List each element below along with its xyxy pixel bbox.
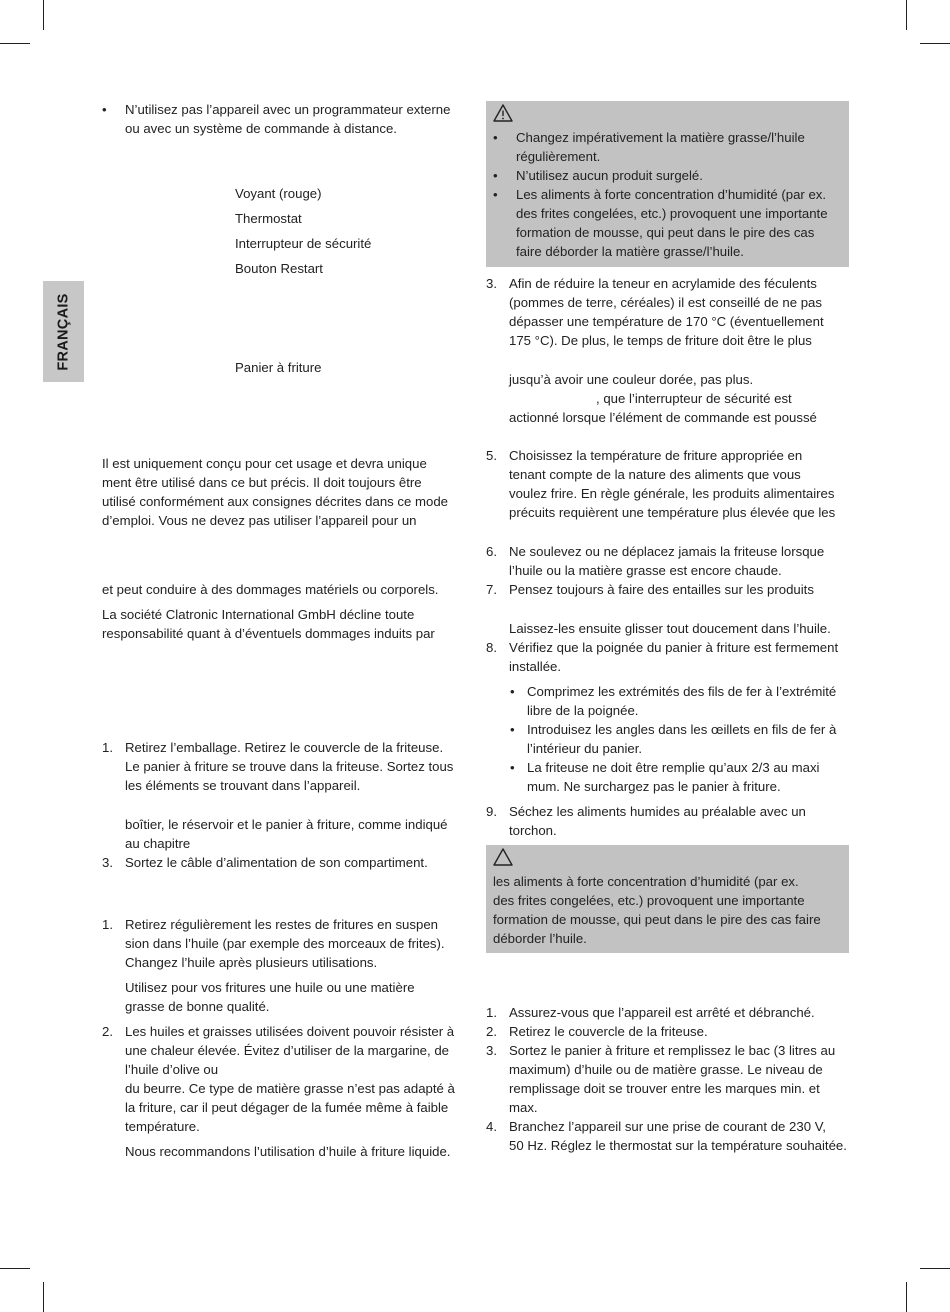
text-line: Choisissez la température de friture appropriée en bbox=[509, 448, 803, 463]
text-line: jusqu’à avoir une couleur dorée, pas plus. bbox=[509, 372, 754, 387]
text-line: Branchez l’appareil sur une prise de courant de 230 V, bbox=[509, 1119, 826, 1134]
bullet: • bbox=[510, 722, 515, 737]
list-number: 1. bbox=[102, 917, 113, 932]
bullet: • bbox=[102, 102, 107, 117]
part-label: Voyant (rouge) bbox=[235, 186, 322, 201]
text-line: Retirez l’emballage. Retirez le couvercle de la friteuse. bbox=[125, 740, 444, 755]
warning-triangle-icon bbox=[493, 848, 513, 866]
text-line: formation de mousse, qui peut dans le pire des cas faire bbox=[493, 912, 821, 927]
text-line: des frites congelées, etc.) provoquent une importante bbox=[493, 893, 805, 908]
text-line: Les aliments à forte concentration d’humidité (par ex. bbox=[516, 187, 827, 202]
text-line: Les huiles et graisses utilisées doivent pouvoir résister à bbox=[125, 1024, 455, 1039]
text-line: (pommes de terre, céréales) il est conseillé de ne pas bbox=[509, 295, 822, 310]
text-line: et peut conduire à des dommages matériels ou corporels. bbox=[102, 582, 439, 597]
text-line: au chapitre bbox=[125, 836, 191, 851]
text-line: la friture, car il peut dégager de la fumée même à faible bbox=[125, 1100, 449, 1115]
part-label: Bouton Restart bbox=[235, 261, 323, 276]
text-line: l’intérieur du panier. bbox=[527, 741, 643, 756]
text-line: , que l’interrupteur de sécurité est bbox=[596, 391, 792, 406]
text-line: ou avec un système de commande à distance. bbox=[125, 121, 397, 136]
text-line: remplissage doit se trouver entre les marques min. et bbox=[509, 1081, 820, 1096]
text-line: torchon. bbox=[509, 823, 557, 838]
text-line: Retirez le couvercle de la friteuse. bbox=[509, 1024, 708, 1039]
crop-mark bbox=[43, 0, 44, 30]
warning-triangle-icon bbox=[493, 104, 513, 122]
language-tab bbox=[43, 281, 84, 382]
list-number: 3. bbox=[486, 276, 497, 291]
text-line: 175 °C). De plus, le temps de friture doit être le plus bbox=[509, 333, 812, 348]
text-line: Séchez les aliments humides au préalable avec un bbox=[509, 804, 806, 819]
text-line: Sortez le panier à friture et remplissez le bac (3 litres au bbox=[509, 1043, 836, 1058]
text-line: tenant compte de la nature des aliments que vous bbox=[509, 467, 801, 482]
part-label: Thermostat bbox=[235, 211, 302, 226]
bullet: • bbox=[493, 187, 498, 202]
text-line: La friteuse ne doit être remplie qu’aux 2/3 au maxi bbox=[527, 760, 820, 775]
crop-mark bbox=[43, 1282, 44, 1312]
text-line: d’emploi. Vous ne devez pas utiliser l’appareil pour un bbox=[102, 513, 417, 528]
text-line: Pensez toujours à faire des entailles sur les produits bbox=[509, 582, 814, 597]
language-tab-label: FRANÇAIS bbox=[55, 292, 71, 371]
text-line: l’huile d’olive ou bbox=[125, 1062, 219, 1077]
crop-mark bbox=[920, 1268, 950, 1269]
text-line: formation de mousse, qui peut dans le pire des cas bbox=[516, 225, 815, 240]
text-line: du beurre. Ce type de matière grasse n’est pas adapté à bbox=[125, 1081, 455, 1096]
bullet: • bbox=[510, 684, 515, 699]
bullet: • bbox=[510, 760, 515, 775]
list-number: 1. bbox=[102, 740, 113, 755]
text-line: Changez impérativement la matière grasse/l’huile bbox=[516, 130, 805, 145]
text-line: Le panier à friture se trouve dans la friteuse. Sortez tous bbox=[125, 759, 454, 774]
text-line: Introduisez les angles dans les œillets en fils de fer à bbox=[527, 722, 837, 737]
list-number: 2. bbox=[486, 1024, 497, 1039]
text-line: boîtier, le réservoir et le panier à friture, comme indiqué bbox=[125, 817, 448, 832]
text-line: précuits requièrent une température plus élevée que les bbox=[509, 505, 836, 520]
text-line: Laissez-les ensuite glisser tout doucement dans l’huile. bbox=[509, 621, 831, 636]
part-label: Interrupteur de sécurité bbox=[235, 236, 372, 251]
list-number: 1. bbox=[486, 1005, 497, 1020]
text-line: max. bbox=[509, 1100, 538, 1115]
text-line: Ne soulevez ou ne déplacez jamais la friteuse lorsque bbox=[509, 544, 825, 559]
list-number: 5. bbox=[486, 448, 497, 463]
text-line: ment être utilisé dans ce but précis. Il doit toujours être bbox=[102, 475, 422, 490]
list-number: 7. bbox=[486, 582, 497, 597]
text-line: faire déborder la matière grasse/l’huile. bbox=[516, 244, 744, 259]
text-line: voulez frire. En règle générale, les produits alimentaires bbox=[509, 486, 835, 501]
text-line: régulièrement. bbox=[516, 149, 601, 164]
crop-mark bbox=[0, 43, 30, 44]
crop-mark bbox=[906, 0, 907, 30]
list-number: 2. bbox=[102, 1024, 113, 1039]
list-number: 9. bbox=[486, 804, 497, 819]
text-line: les éléments se trouvant dans l’appareil. bbox=[125, 778, 361, 793]
crop-mark bbox=[906, 1282, 907, 1312]
text-line: Assurez-vous que l’appareil est arrêté et débranché. bbox=[509, 1005, 815, 1020]
text-line: l’huile ou la matière grasse est encore chaude. bbox=[509, 563, 782, 578]
text-line: déborder l’huile. bbox=[493, 931, 587, 946]
text-line: Sortez le câble d’alimentation de son compartiment. bbox=[125, 855, 428, 870]
list-number: 3. bbox=[102, 855, 113, 870]
text-line: Vérifiez que la poignée du panier à friture est fermement bbox=[509, 640, 839, 655]
list-number: 4. bbox=[486, 1119, 497, 1134]
crop-mark bbox=[0, 1268, 30, 1269]
text-line: Retirez régulièrement les restes de fritures en suspen bbox=[125, 917, 438, 932]
text-line: grasse de bonne qualité. bbox=[125, 999, 270, 1014]
text-line: installée. bbox=[509, 659, 562, 674]
text-line: Changez l’huile après plusieurs utilisations. bbox=[125, 955, 378, 970]
text-line: Utilisez pour vos fritures une huile ou une matière bbox=[125, 980, 415, 995]
bullet: • bbox=[493, 168, 498, 183]
text-line: Afin de réduire la teneur en acrylamide des féculents bbox=[509, 276, 817, 291]
text-line: libre de la poignée. bbox=[527, 703, 639, 718]
text-line: Nous recommandons l’utilisation d’huile à friture liquide. bbox=[125, 1144, 451, 1159]
text-line: sion dans l’huile (par exemple des morceaux de frites). bbox=[125, 936, 445, 951]
text-line: Comprimez les extrémités des fils de fer à l’extrémité bbox=[527, 684, 837, 699]
text-line: une chaleur élevée. Évitez d’utiliser de la margarine, de bbox=[125, 1043, 450, 1058]
text-line: dépasser une température de 170 °C (éventuellement bbox=[509, 314, 824, 329]
text-line: La société Clatronic International GmbH décline toute bbox=[102, 607, 415, 622]
text-line: des frites congelées, etc.) provoquent une importante bbox=[516, 206, 828, 221]
text-line: utilisé conformément aux consignes décrites dans ce mode bbox=[102, 494, 448, 509]
text-line: température. bbox=[125, 1119, 200, 1134]
text-line: N’utilisez aucun produit surgelé. bbox=[516, 168, 703, 183]
list-number: 8. bbox=[486, 640, 497, 655]
text-line: responsabilité quant à d’éventuels dommages induits par bbox=[102, 626, 435, 641]
list-number: 6. bbox=[486, 544, 497, 559]
text-line: 50 Hz. Réglez le thermostat sur la température souhaitée. bbox=[509, 1138, 847, 1153]
list-number: 3. bbox=[486, 1043, 497, 1058]
text-line: maximum) d’huile ou de matière grasse. Le niveau de bbox=[509, 1062, 823, 1077]
part-label: Panier à friture bbox=[235, 360, 322, 375]
bullet: • bbox=[493, 130, 498, 145]
crop-mark bbox=[920, 43, 950, 44]
text-line: N’utilisez pas l’appareil avec un programmateur externe bbox=[125, 102, 451, 117]
text-line: actionné lorsque l’élément de commande est poussé bbox=[509, 410, 817, 425]
text-line: les aliments à forte concentration d’humidité (par ex. bbox=[493, 874, 799, 889]
text-line: mum. Ne surchargez pas le panier à friture. bbox=[527, 779, 781, 794]
text-line: Il est uniquement conçu pour cet usage et devra unique bbox=[102, 456, 427, 471]
